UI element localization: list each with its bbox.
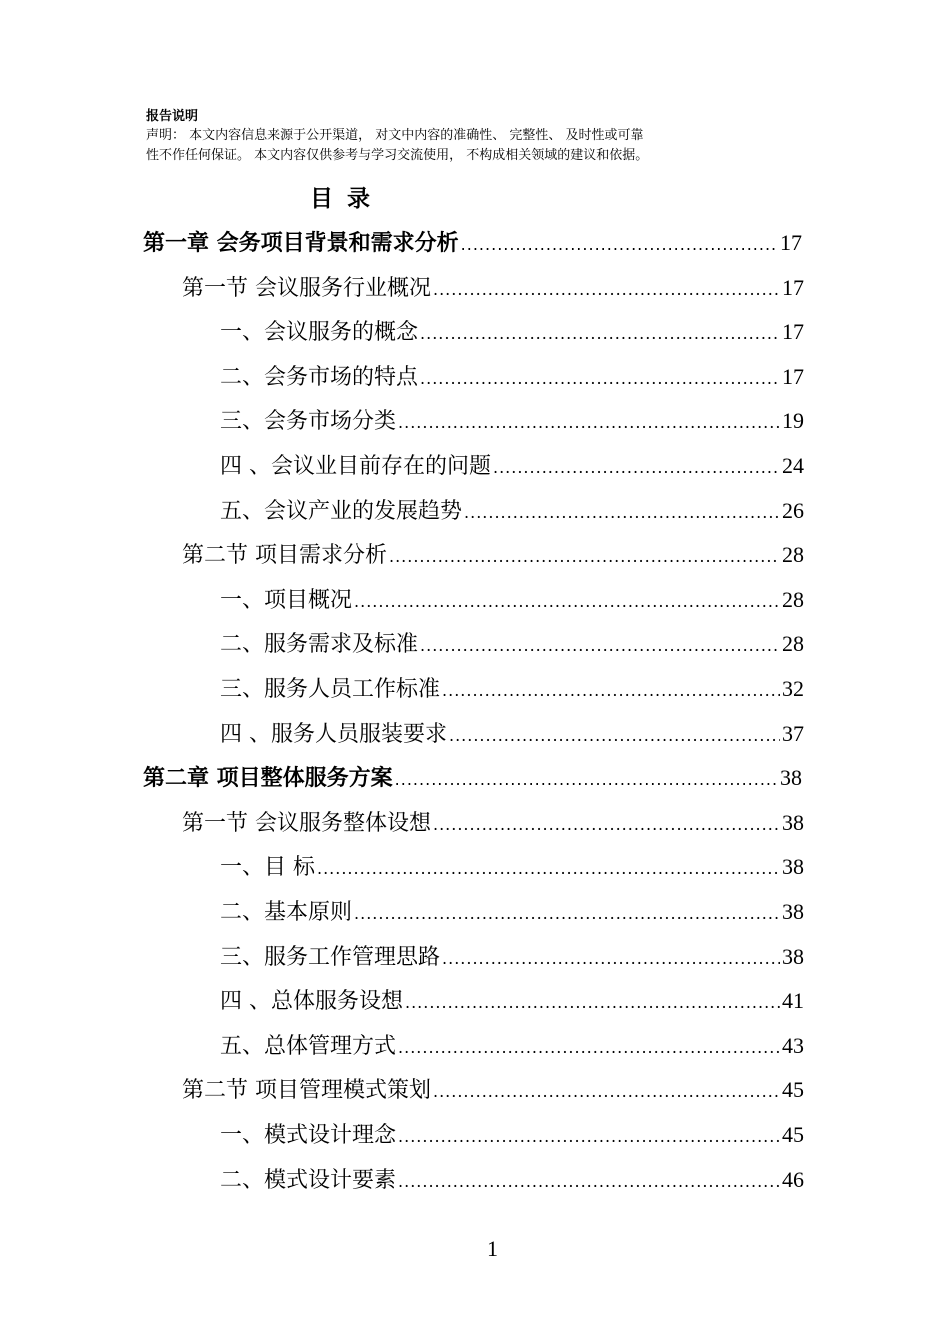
- toc-entry-title: 第二节 项目管理模式策划: [182, 1078, 431, 1103]
- toc-entry-title: 第一节 会议服务整体设想: [182, 811, 431, 836]
- toc-dot-leader: [317, 852, 780, 886]
- toc-entry-title: 一、目 标: [220, 855, 315, 880]
- toc-dot-leader: [395, 763, 778, 797]
- toc-entry-page: 38: [780, 765, 802, 790]
- toc-dot-leader: [389, 540, 780, 574]
- toc-dot-leader: [493, 451, 780, 485]
- toc-entry-page: 24: [782, 453, 804, 478]
- toc-entry-page: 28: [782, 631, 804, 656]
- toc-entry-page: 28: [782, 587, 804, 612]
- toc-entry-page: 38: [782, 854, 804, 879]
- toc-entry-page: 45: [782, 1122, 804, 1147]
- toc-title: 目录: [310, 186, 384, 212]
- toc-entry-page: 43: [782, 1033, 804, 1058]
- toc-entry[interactable]: [182, 806, 804, 840]
- toc-entry-title: 第一章 会务项目背景和需求分析: [143, 231, 459, 256]
- toc-dot-leader: [354, 585, 780, 619]
- notice-line-2: 性不作任何保证。 本文内容仅供参考与学习交流使用， 不构成相关领域的建议和依据。: [146, 148, 649, 163]
- toc-entry-title: 二、基本原则: [220, 900, 353, 925]
- toc-entry-title: 一、模式设计理念: [220, 1123, 397, 1148]
- toc-entry-title: 四 、会议业目前存在的问题: [220, 454, 491, 479]
- toc-entry-page: 46: [782, 1167, 804, 1192]
- toc-dot-leader: [398, 406, 780, 440]
- toc-entry-page: 45: [782, 1077, 804, 1102]
- report-notice: [146, 108, 826, 166]
- toc-entry[interactable]: [182, 1073, 804, 1107]
- toc-entry-title: 二、会务市场的特点: [220, 365, 419, 390]
- toc-entry[interactable]: [220, 895, 804, 929]
- toc-entry[interactable]: [143, 761, 802, 795]
- toc-entry[interactable]: [220, 494, 804, 528]
- toc-entry-page: 38: [782, 944, 804, 969]
- toc-entry-title: 二、服务需求及标准: [220, 632, 419, 657]
- toc-entry-title: 五、总体管理方式: [220, 1034, 397, 1059]
- toc-entry[interactable]: [220, 1118, 804, 1152]
- toc-entry-page: 26: [782, 498, 804, 523]
- toc-entry[interactable]: [143, 226, 802, 260]
- toc-entry-page: 38: [782, 810, 804, 835]
- toc-entry[interactable]: [220, 672, 804, 706]
- toc-entry-title: 三、会务市场分类: [220, 409, 397, 434]
- toc-dot-leader: [464, 496, 780, 530]
- toc-entry[interactable]: [220, 404, 804, 438]
- toc-dot-leader: [405, 986, 780, 1020]
- toc-entry-page: 17: [782, 275, 804, 300]
- toc-dot-leader: [461, 228, 778, 262]
- page-number: 1: [487, 1236, 498, 1261]
- toc-entry-page: 19: [782, 408, 804, 433]
- toc-entry[interactable]: [220, 627, 804, 661]
- toc-entry-page: 37: [782, 721, 804, 746]
- toc-entry-title: 四 、总体服务设想: [220, 989, 403, 1014]
- toc-entry-page: 32: [782, 676, 804, 701]
- toc-dot-leader: [420, 362, 780, 396]
- toc-entry[interactable]: [220, 449, 804, 483]
- toc-dot-leader: [433, 273, 780, 307]
- toc-dot-leader: [354, 897, 780, 931]
- notice-title: 报告说明: [146, 109, 199, 124]
- toc-entry[interactable]: [220, 717, 804, 751]
- toc-entry-page: 17: [780, 230, 802, 255]
- toc-dot-leader: [398, 1031, 780, 1065]
- toc-entry-title: 第二章 项目整体服务方案: [143, 766, 393, 791]
- toc-entry-page: 17: [782, 319, 804, 344]
- toc-entry[interactable]: [220, 940, 804, 974]
- toc-entry-title: 第二节 项目需求分析: [182, 543, 387, 568]
- toc-dot-leader: [449, 719, 780, 753]
- toc-entry-title: 一、会议服务的概念: [220, 320, 419, 345]
- toc-entry-title: 四 、服务人员服装要求: [220, 722, 447, 747]
- toc-dot-leader: [433, 1075, 780, 1109]
- toc-entry-title: 三、服务人员工作标准: [220, 677, 441, 702]
- toc-dot-leader: [398, 1120, 780, 1154]
- toc-entry-title: 第一节 会议服务行业概况: [182, 276, 431, 301]
- toc-entry[interactable]: [220, 1029, 804, 1063]
- toc-dot-leader: [442, 942, 780, 976]
- toc-entry-page: 41: [782, 988, 804, 1013]
- toc-entry[interactable]: [182, 538, 804, 572]
- toc-entry[interactable]: [220, 850, 804, 884]
- toc-entry-page: 28: [782, 542, 804, 567]
- notice-line-1: 声明： 本文内容信息来源于公开渠道， 对文中内容的准确性、 完整性、 及时性或可靠: [146, 128, 644, 143]
- toc-entry[interactable]: [220, 1163, 804, 1197]
- toc-dot-leader: [442, 674, 780, 708]
- toc-entry-page: 17: [782, 364, 804, 389]
- toc-dot-leader: [433, 808, 780, 842]
- toc-entry[interactable]: [220, 984, 804, 1018]
- toc-dot-leader: [398, 1165, 780, 1199]
- toc-entry[interactable]: [182, 271, 804, 305]
- toc-entry[interactable]: [220, 360, 804, 394]
- toc-entry-title: 二、模式设计要素: [220, 1168, 397, 1193]
- toc-entry[interactable]: [220, 315, 804, 349]
- toc-entry-page: 38: [782, 899, 804, 924]
- toc-entry-title: 五、会议产业的发展趋势: [220, 499, 463, 524]
- toc-dot-leader: [420, 629, 780, 663]
- toc-dot-leader: [420, 317, 780, 351]
- toc-entry[interactable]: [220, 583, 804, 617]
- toc-entry-title: 一、项目概况: [220, 588, 353, 613]
- toc-entry-title: 三、服务工作管理思路: [220, 945, 441, 970]
